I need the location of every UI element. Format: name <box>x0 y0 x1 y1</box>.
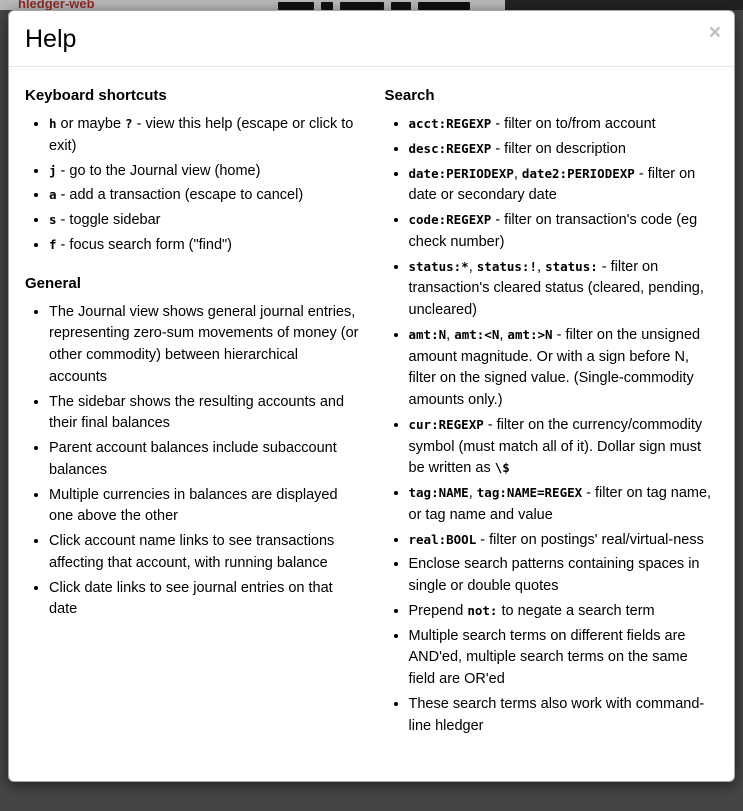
code-span: status:* <box>408 258 469 274</box>
help-column-right <box>385 81 719 755</box>
code-span: acct:REGEXP <box>408 116 492 131</box>
list-item: • s - toggle sidebar <box>49 210 359 232</box>
code-span: code:REGEXP <box>408 212 492 227</box>
help-modal <box>8 10 735 782</box>
list-item: • Parent account balances include subaccount balances <box>49 438 359 482</box>
modal-header <box>9 11 734 67</box>
section-heading: Keyboard shortcuts <box>25 87 167 104</box>
list-item: • Multiple search terms on different fields are AND'ed, multiple search terms on the same field are OR'ed <box>409 626 719 691</box>
code-span: amt:<N <box>454 326 500 342</box>
section-heading: General <box>25 274 81 292</box>
list-item: • Prepend not: to negate a search term <box>409 601 719 623</box>
code-span: not: <box>467 602 498 618</box>
list-item: • status:*, status:!, status: - filter on transaction's cleared status (cleared, pending, uncleared) <box>409 257 719 322</box>
code-span: amt:N <box>408 326 447 342</box>
list-item: • real:BOOL - filter on postings' real/virtual-ness <box>409 530 719 552</box>
list-item: • tag:NAME, tag:NAME=REGEX - filter on tag name, or tag name and value <box>409 483 719 527</box>
bullet-list <box>385 114 719 737</box>
list-item: • j - go to the Journal view (home) <box>49 161 359 183</box>
list-item: • Click date links to see journal entries on that date <box>49 578 359 622</box>
list-item: • acct:REGEXP - filter on to/from account <box>409 114 719 136</box>
code-span: date2:PERIODEXP <box>521 165 635 181</box>
code-span: status:! <box>476 258 537 274</box>
code-span: a <box>49 187 57 203</box>
list-item: • Multiple currencies in balances are displayed one above the other <box>49 485 359 529</box>
code-span: s <box>49 212 57 227</box>
brand-link: hledger-web <box>18 0 95 10</box>
code-span: tag:NAME=REGEX <box>476 485 583 500</box>
list-item: • Click account name links to see transactions affecting that account, with running balance <box>49 531 359 575</box>
bullet-list <box>25 302 359 622</box>
code-span: desc:REGEXP <box>408 140 492 156</box>
code-span: cur:REGEXP <box>408 416 484 432</box>
list-item: • code:REGEXP - filter on transaction's code (eg check number) <box>409 210 719 254</box>
modal-body <box>9 67 734 781</box>
list-item: • Enclose search patterns containing spaces in single or double quotes <box>409 554 719 598</box>
code-span: tag:NAME <box>408 485 469 500</box>
code-span: ? <box>125 116 133 131</box>
list-item: • date:PERIODEXP, date2:PERIODEXP - filter on date or secondary date <box>409 164 719 208</box>
list-item: • f - focus search form ("find") <box>49 235 359 257</box>
code-span: h <box>49 116 57 131</box>
code-span: amt:>N <box>507 326 553 342</box>
code-span: f <box>49 236 57 252</box>
code-span: status: <box>545 258 598 274</box>
list-item: • These search terms also work with command-line hledger <box>409 694 719 738</box>
help-column-left <box>25 81 359 755</box>
code-span: real:BOOL <box>408 531 477 547</box>
list-item: • a - add a transaction (escape to cancel) <box>49 185 359 207</box>
bullet-list <box>25 114 359 257</box>
list-item: • h or maybe ? - view this help (escape or click to exit) <box>49 114 359 158</box>
list-item: • cur:REGEXP - filter on the currency/commodity symbol (must match all of it). Dollar sign must be written as \$ <box>409 415 719 480</box>
list-item: • desc:REGEXP - filter on description <box>409 139 719 161</box>
code-span: \$ <box>494 460 510 476</box>
modal-title: Help <box>25 25 77 53</box>
code-span: j <box>49 162 57 178</box>
section-heading: Search <box>384 87 435 104</box>
list-item: • The Journal view shows general journal entries, representing zero-sum movements of money (or other commodity) between hierarchical accounts <box>49 302 359 389</box>
code-span: date:PERIODEXP <box>408 165 514 181</box>
list-item: • amt:N, amt:<N, amt:>N - filter on the unsigned amount magnitude. Or with a sign before N, filter on the signed value. (Single-commodity amounts only.) <box>409 325 719 412</box>
close-icon[interactable]: × <box>708 21 721 44</box>
list-item: • The sidebar shows the resulting accounts and their final balances <box>49 392 359 436</box>
